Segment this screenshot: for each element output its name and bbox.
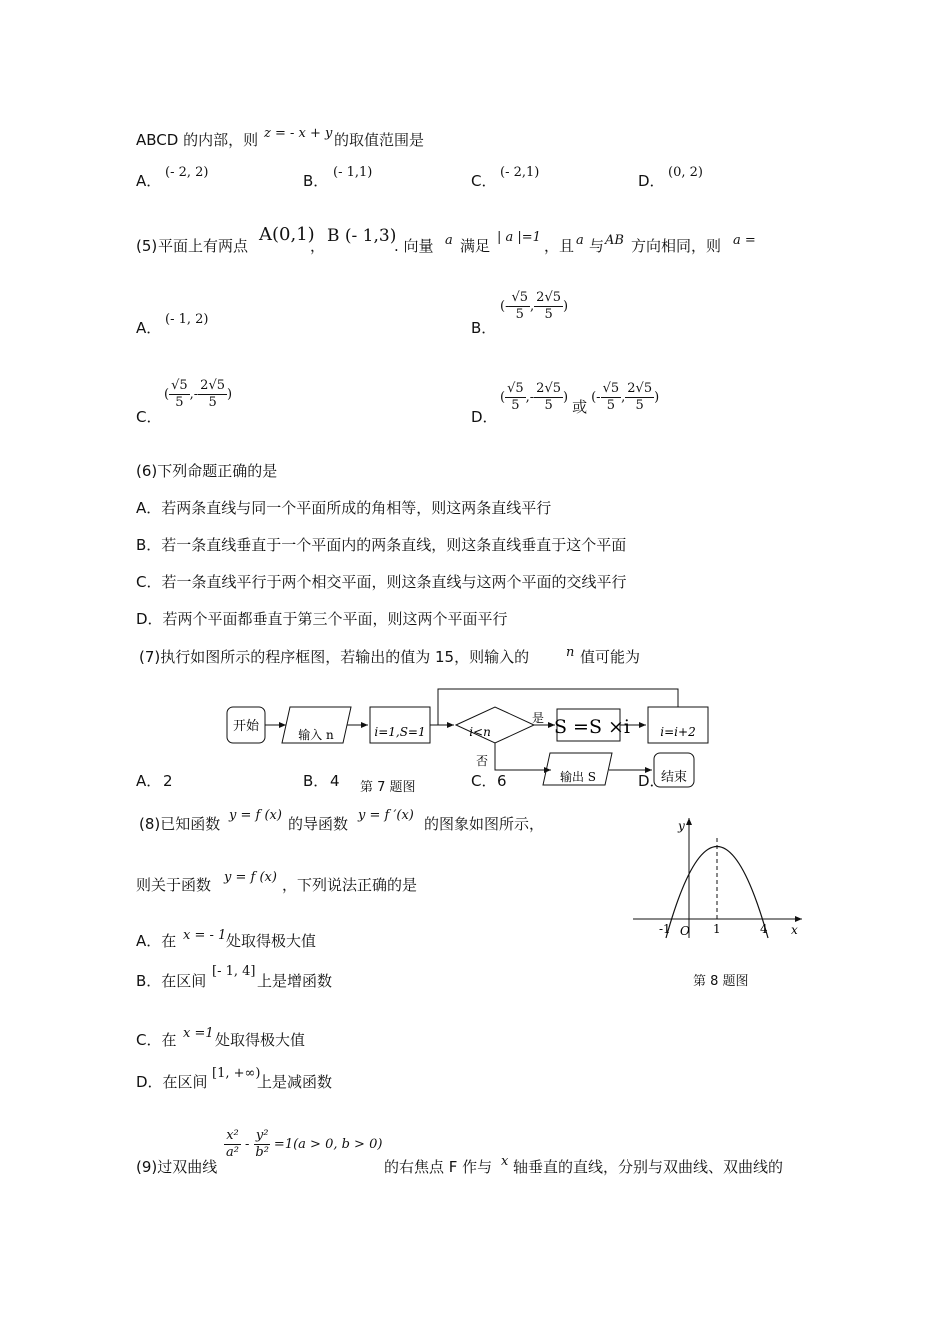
denominator: 5 [511,398,520,413]
numerator: 2√5 [536,290,561,305]
denominator: 5 [175,395,184,410]
function-f: y = f (x) [224,870,277,885]
sep: ,- [189,387,199,402]
option-label: D． [471,408,498,426]
text: . 向量 [394,237,434,255]
vector-a: a [445,233,453,248]
option-value: 2 [163,772,173,790]
point-a: A(0,1) [259,224,315,245]
paren: ) [227,387,233,402]
paren: ( [500,390,506,405]
text: 方向相同，则 [631,237,722,255]
vector-a: a [576,233,584,248]
tick-1: 1 [713,922,721,936]
var-n: n [566,645,575,660]
q6-option-d: D．若两个平面都垂直于第三个平面，则这两个平面平行 [136,610,508,628]
numerator: √5 [602,381,620,396]
denominator: 5 [515,307,524,322]
fraction [505,381,526,414]
q8-option-c-label: C．在 [136,1031,177,1049]
paren: ) [654,390,660,405]
math-expr: z = - x + y [264,126,333,141]
option-value: 4 [330,772,340,790]
option-label: C． [136,408,162,426]
fraction [253,1128,271,1161]
text: 满足 [460,237,491,255]
tick-neg1: -1 [659,922,671,936]
q8-stem: (8)已知函数 [139,815,221,833]
text: ，下列说法正确的是 [282,876,418,894]
fraction [224,1128,241,1161]
fraction [509,290,530,323]
flow-yes: 是 [531,711,545,725]
numerator: 2√5 [627,381,653,396]
option-label: A． [136,319,162,337]
figure-8-caption: 第 8 题图 [693,974,749,989]
numerator: x² [226,1128,239,1143]
paren: (- [500,299,510,314]
flow-start: 开始 [232,719,260,734]
text: 与 [589,237,605,255]
option-label: A． [136,772,162,790]
option-value: (- 1,1) [333,165,373,180]
q6-option-c: C．若一条直线平行于两个相交平面，则这条直线与这两个平面的交线平行 [136,573,627,591]
text: 平面上有两点 [158,237,249,255]
denominator: 5 [544,307,553,322]
option-label: D． [638,172,665,190]
numerator: 2√5 [200,378,225,393]
q6-option-b: B．若一条直线垂直于一个平面内的两条直线，则这条直线垂直于这个平面 [136,536,627,554]
sep: , [530,299,535,314]
q8-option-a-math: x = - 1 [183,928,227,943]
option-value: (- 2,1) [500,165,540,180]
graph-x-label: x [791,923,798,937]
derivative-graph [630,812,810,942]
text: ABCD 的内部，则 [136,131,259,149]
option-label: B． [303,772,329,790]
flow-step: S =S ×i [553,716,631,738]
denominator: b² [255,1145,269,1160]
option-label: C． [471,772,497,790]
q8-option-c-math: x =1 [183,1026,214,1041]
q9-stem: (9)过双曲线 [136,1158,218,1176]
q4-stem-tail [136,131,258,149]
q8-option-c-text: 处取得极大值 [215,1031,306,1049]
q6-option-a: A．若两条直线与同一个平面所成的角相等，则这两条直线平行 [136,499,552,517]
q5-number: (5) [136,237,158,255]
q8-option-d-label: D．在区间 [136,1073,208,1091]
flow-end: 结束 [660,770,688,785]
flow-input: 输入 n [298,728,334,742]
fraction [601,381,622,414]
option-value: (0, 2) [668,165,703,180]
paren: ) [563,390,569,405]
paren: ( [164,387,170,402]
var-x: x [501,1154,509,1169]
text: 的导函数 [288,815,349,833]
text: 的图象如图所示， [424,815,545,833]
minus: - [244,1137,250,1152]
option-value: 6 [497,772,507,790]
denominator: a² [226,1145,239,1160]
fraction [625,381,654,414]
tick-4: 4 [760,922,768,936]
q8-option-a-text: 处取得极大值 [226,932,317,950]
abs-a: | a |=1 [497,230,541,245]
function-f: y = f (x) [229,808,282,823]
q8-option-b-text: 上是增函数 [257,972,333,990]
numerator: √5 [171,378,188,393]
text: 则关于函数 [136,876,212,894]
fraction [198,378,227,411]
or-text: 或 [572,398,588,416]
text: ， [310,237,326,255]
option-d-value [500,378,659,417]
option-label: B． [303,172,329,190]
paren: ) [563,299,569,314]
flow-no: 否 [475,754,489,768]
text: ，且 [544,237,575,255]
option-label: A． [136,172,162,190]
denominator: 5 [635,398,644,413]
option-c-value [164,378,232,411]
function-fprime: y = f ′(x) [358,808,414,823]
q8-option-d-text: 上是减函数 [257,1073,333,1091]
numerator: √5 [511,290,529,305]
numerator: √5 [507,381,524,396]
denominator: 5 [544,398,553,413]
text: 的右焦点 F 作与 [384,1158,493,1176]
option-value: (- 1, 2) [165,312,209,327]
option-label: D． [638,772,665,790]
vector-ab: AB [605,233,624,248]
text: 的取值范围是 [334,131,425,149]
q8-option-b-math: [- 1, 4] [212,964,256,979]
point-b: B (- 1,3) [327,226,397,246]
denominator: 5 [208,395,217,410]
text: 轴垂直的直线，分别与双曲线、双曲线的 [513,1158,784,1176]
q8-option-d-math: [1, +∞) [212,1066,261,1081]
option-label: B． [471,319,497,337]
text: 值可能为 [580,648,641,666]
numerator: 2√5 [536,381,561,396]
condition-box [456,707,534,743]
option-label: C． [471,172,497,190]
paren: (- [591,390,601,405]
graph-origin: O [680,924,690,938]
condition: =1(a > 0, b > 0) [273,1137,383,1152]
option-b-value [500,290,568,323]
hyperbola-equation [224,1128,382,1161]
q6-stem: (6)下列命题正确的是 [136,462,278,480]
sep: , [621,390,626,405]
q8-option-b-label: B．在区间 [136,972,207,990]
flow-init: i=1,S=1 [374,725,426,739]
fraction [169,378,190,411]
fraction [534,381,563,414]
figure-7-caption: 第 7 题图 [360,780,416,795]
sep: ,- [525,390,535,405]
q8-option-a-label: A．在 [136,932,177,950]
eq: a = [733,233,756,248]
flow-incr: i=i+2 [660,725,696,739]
q7-stem: (7)执行如图所示的程序框图，若输出的值为 15，则输入的 [139,648,530,666]
option-value: (- 2, 2) [165,165,209,180]
numerator: y² [255,1128,269,1143]
flow-cond: i<n [469,725,491,739]
flow-output: 输出 S [559,770,597,784]
graph-y-label: y [678,819,685,833]
denominator: 5 [606,398,615,413]
fraction [534,290,563,323]
